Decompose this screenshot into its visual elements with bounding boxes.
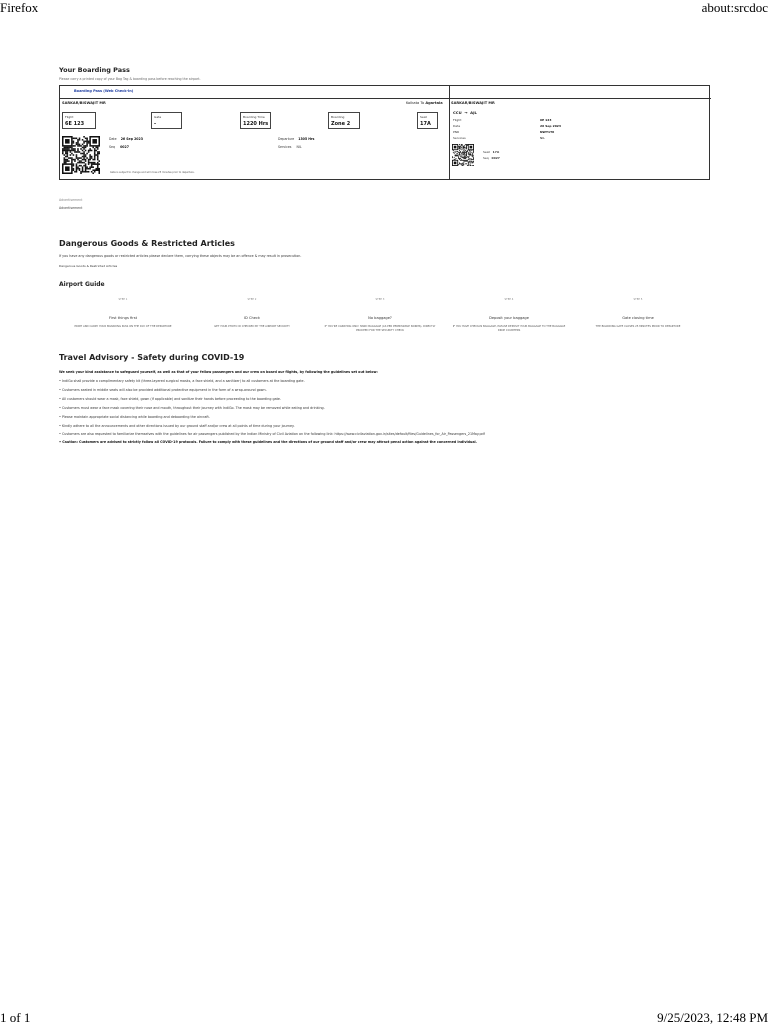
- route-from: Kolkata: [406, 101, 420, 105]
- boarding-pass-main: [60, 86, 450, 179]
- qr-code-icon: [62, 136, 100, 174]
- boarding-pass-stub: [450, 86, 709, 179]
- guide-step-number: STEP 4: [504, 298, 514, 301]
- page-header: [59, 66, 709, 81]
- advisory-item: • Please maintain appropriate social distancing while boarding and deboarding the aircraft.: [59, 415, 210, 419]
- advisory-caution: • Caution: Customers are advised to strictly follow all COVID-19 protocols. Failure to comply with these guidelines and the directions of our ground staff and/or crew may attract penal action against the concerned individual.: [59, 440, 477, 444]
- guide-step-title: ID Check: [243, 316, 261, 320]
- stub-arrow-icon: →: [464, 110, 468, 115]
- dangerous-goods-title: Dangerous Goods & Restricted Articles: [59, 239, 235, 248]
- guide-step-title: No baggage?: [368, 316, 392, 320]
- stub-qr-code-icon: [452, 144, 474, 166]
- date-row: [109, 137, 143, 141]
- browser-url: about:srcdoc: [701, 0, 768, 15]
- stub-seat-value: 17A: [492, 150, 500, 154]
- flight-value: 6E 123: [65, 121, 85, 127]
- boarding-zone-box: [328, 112, 360, 129]
- route-to-label: To: [420, 101, 425, 105]
- services-value: NIL: [296, 145, 302, 149]
- advisory-intro: We seek your kind assistance to safeguard yourself, as well as that of your fellow passengers and our crew on board our flights, by following the guidelines set out below:: [59, 370, 378, 374]
- advisory-item: • Customers are also requested to familiarize themselves with the guidelines for air passengers published by the Indian Ministry of Civil Aviation on the following link: https://www.civilaviation.gov.in/sites/default/files/Guidelines_for_Air_Passengers_21May.pdf: [59, 432, 485, 436]
- departure-value: 1305 Hrs: [298, 137, 315, 141]
- stub-to: AJL: [470, 110, 477, 115]
- stub-seq-row: [483, 156, 500, 160]
- stub-seat-row: [483, 150, 499, 154]
- departure-row: [278, 137, 314, 141]
- seq-row: [109, 145, 129, 149]
- browser-app-name: Firefox: [0, 0, 39, 15]
- boarding-zone-label: Boarding: [331, 115, 345, 119]
- route: [406, 101, 443, 105]
- stub-services-label: Services: [453, 136, 466, 140]
- boarding-pass: [59, 85, 710, 180]
- guide-step-desc: IF YOU HAVE CHECK-IN BAGGAGE, PLEASE DEPOSIT YOUR BAGGAGE TO THE BAGGAGE DROP COUNTERS: [452, 325, 566, 332]
- stub-flight-value: 6E 123: [540, 118, 552, 122]
- gate-note: Gate is subject to change and will close 25 minutes prior to departure.: [110, 171, 195, 174]
- guide-step-number: STEP 3: [375, 298, 385, 301]
- guide-step-desc: THE BOARDING GATE CLOSES 25 MINUTES PRIOR TO DEPARTURE: [595, 325, 681, 328]
- page-count: 1 of 1: [0, 1010, 31, 1025]
- boarding-zone-value: Zone 2: [331, 121, 351, 127]
- guide-step-title: Deposit your baggage: [489, 316, 529, 320]
- guide-step-number: STEP 5: [633, 298, 643, 301]
- stub-seat-label: Seat: [483, 150, 490, 154]
- seat-label: Seat: [420, 115, 427, 119]
- services-label: Services: [278, 145, 292, 149]
- gate-box: [151, 112, 182, 129]
- boarding-time-label: Boarding Time: [243, 115, 265, 119]
- advisory-item: • Customers seated in middle seats will also be provided additional protective equipment in the form of a wrap-around gown.: [59, 388, 267, 392]
- page-title: Your Boarding Pass: [59, 66, 130, 74]
- boarding-time-value: 1220 Hrs: [243, 121, 269, 127]
- guide-step: [192, 298, 312, 329]
- stub-passenger-name: SARKAR/BISWAJIT MR: [451, 101, 495, 105]
- stub-services-value: NIL: [540, 136, 545, 140]
- seq-label: Seq: [109, 145, 116, 149]
- date-label: Date: [109, 137, 117, 141]
- advertisement-caption: Advertisement: [59, 206, 83, 210]
- flight-box: [62, 112, 96, 129]
- stub-flight-label: Flight: [453, 118, 462, 122]
- seat-box: [417, 112, 438, 129]
- page-subtitle: Please carry a printed copy of your Bag Tag & boarding pass before reaching the airport.: [59, 77, 201, 81]
- date-value: 26 Sep 2023: [120, 137, 143, 141]
- stub-date-label: Date: [453, 124, 461, 128]
- guide-step: [63, 298, 183, 329]
- guide-step: [320, 298, 440, 332]
- guide-step: [449, 298, 569, 332]
- passenger-name: SARKAR/BISWAJIT MR: [62, 101, 106, 105]
- stub-seq-value: 0027: [491, 156, 500, 160]
- route-to: Agartala: [425, 101, 443, 105]
- advisory-item: • Kindly adhere to all the announcements and other directions issued by our ground staff and/or crew at all points of time during your journey.: [59, 424, 295, 428]
- advisory-title: Travel Advisory - Safety during COVID-19: [59, 353, 245, 362]
- stub-route: [453, 110, 477, 115]
- stub-date-value: 26 Sep 2023: [540, 124, 561, 128]
- guide-step-title: Gate closing time: [622, 316, 654, 320]
- stub-seq-label: Seq: [483, 156, 489, 160]
- stub-from: CCU: [453, 110, 462, 115]
- print-timestamp: 9/25/2023, 12:48 PM: [657, 1010, 768, 1025]
- guide-step: [578, 298, 698, 329]
- boarding-time-box: [240, 112, 271, 129]
- stub-pnr-value: NWY1T6: [540, 130, 555, 134]
- gate-label: Gate: [154, 115, 162, 119]
- guide-step-number: STEP 1: [118, 298, 128, 301]
- services-row: [278, 145, 302, 149]
- guide-step-desc: GET YOUR PHOTO ID CHECKED BY THE AIRPORT SECURITY: [214, 325, 290, 328]
- dangerous-goods-caption: Dangerous Goods & Restricted Articles: [59, 264, 118, 268]
- advisory-item: • IndiGo shall provide a complimentary safety kit (three-layered surgical masks, a face shield, and a sanitizer) to all customers at the boarding gate.: [59, 379, 305, 383]
- guide-step-number: STEP 2: [247, 298, 257, 301]
- seat-value: 17A: [420, 121, 431, 127]
- airport-guide-title: Airport Guide: [59, 281, 105, 288]
- guide-step-title: First things first: [109, 316, 137, 320]
- dangerous-goods-text: If you have any dangerous goods or restricted articles please declare them, carrying these objects may be an offence & may result in prosecution.: [59, 254, 302, 258]
- seq-value: 0027: [120, 145, 129, 149]
- advisory-item: • Customers must wear a face mask covering their nose and mouth, throughout their journey with IndiGo. The mask may be removed while eating and drinking.: [59, 406, 325, 410]
- stub-pnr-label: PNR: [453, 130, 460, 134]
- guide-step-desc: PRINT AND CARRY YOUR BOARDING PASS ON THE DAY OF THE DEPARTURE: [74, 325, 172, 328]
- departure-label: Departure: [278, 137, 295, 141]
- boarding-pass-tab: Boarding Pass (Web Check-in): [74, 89, 134, 93]
- guide-step-desc: IF YOU'RE CARRYING ONLY HAND BAGGAGE (AS PER PERMISSIBLE NORMS), DIRECTLY PROCEED FOR THE SECURITY CHECK: [324, 325, 436, 332]
- gate-value: -: [154, 121, 157, 127]
- flight-label: Flight: [65, 115, 74, 119]
- advertisement-label: Advertisement: [59, 198, 83, 202]
- advisory-item: • All customers should wear a mask, face shield, gown (if applicable) and sanitize their hands before proceeding to the boarding gate.: [59, 397, 282, 401]
